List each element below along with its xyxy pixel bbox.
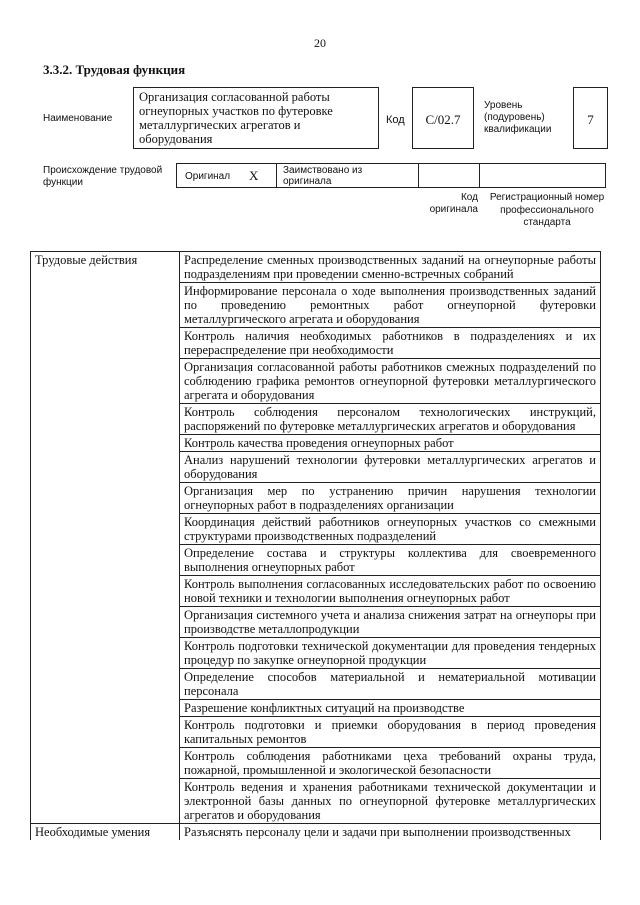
- labor-action-item: Контроль подготовки технической документации для проведения тендерных процедур по закупке огнеупорной продукции: [180, 638, 601, 669]
- level-label: [484, 100, 560, 136]
- borrowed-label: [283, 165, 379, 187]
- labor-action-item: Организация системного учета и анализа снижения затрат на огнеупоры при производстве металлопродукции: [180, 607, 601, 638]
- table-row: [31, 824, 601, 841]
- skills-label: Необходимые умения: [31, 824, 180, 841]
- labor-action-item: Разрешение конфликтных ситуаций на производстве: [180, 700, 601, 717]
- name-label: Наименование: [43, 113, 113, 124]
- skill-item: Разъяснять персоналу цели и задачи при выполнении производственных: [180, 824, 601, 841]
- labor-action-item: Координация действий работников огнеупорных участков со смежными структурами производственных подразделений: [180, 514, 601, 545]
- level-value: 7: [573, 87, 608, 149]
- labor-action-item: Анализ нарушений технологии футеровки металлургических агрегатов и оборудования: [180, 452, 601, 483]
- labor-action-item: Контроль соблюдения работниками цеха требований охраны труда, пожарной, промышленной и экологической безопасности: [180, 748, 601, 779]
- origin-label: [43, 165, 167, 189]
- labor-action-item: Определение состава и структуры коллектива для своевременного выполнения огнеупорных работ: [180, 545, 601, 576]
- labor-action-item: Информирование персонала о ходе выполнения производственных заданий по проведению ремонтных работ огнеупорной футеровки металлургического агрегата и оборудования: [180, 283, 601, 328]
- function-name-box: [133, 87, 379, 149]
- labor-action-item: Определение способов материальной и нематериальной мотивации персонала: [180, 669, 601, 700]
- labor-action-item: Контроль качества проведения огнеупорных работ: [180, 435, 601, 452]
- original-label: Оригинал: [185, 171, 231, 182]
- page-number: 20: [314, 36, 326, 50]
- level-label-text: Уровень (подуровень) квалификации: [484, 100, 552, 135]
- table-row: [31, 252, 601, 283]
- labor-action-item: Организация мер по устранению причин нарушения технологии огнеупорных работ в подразделениях организации: [180, 483, 601, 514]
- origin-cell-code: [419, 164, 480, 187]
- origin-label-text: Происхождение трудовой функции: [43, 165, 163, 188]
- labor-actions-label: Трудовые действия: [31, 252, 180, 824]
- function-name-value: Организация согласованной работы огнеупорных участков по футеровке металлургических агрегатов и оборудования: [139, 90, 333, 146]
- labor-action-item: Контроль соблюдения персоналом технологических инструкций, распоряжений по футеровке металлургических агрегатов и оборудования: [180, 404, 601, 435]
- labor-action-item: Контроль наличия необходимых работников в подразделениях и их перераспределение при необходимости: [180, 328, 601, 359]
- registration-caption: Регистрационный номер профессионального стандарта: [489, 192, 605, 228]
- borrowed-label-text: Заимствовано из оригинала: [283, 165, 363, 187]
- code-label: Код: [386, 114, 405, 126]
- labor-action-item: Распределение сменных производственных заданий на огнеупорные работы подразделениям при проведении сменно-встречных собраний: [180, 252, 601, 283]
- origin-row: [176, 163, 606, 188]
- original-mark: X: [249, 168, 259, 183]
- labor-action-item: Организация согласованной работы работников смежных подразделений по соблюдению графика ремонтов огнеупорной футеровки металлургического агрегата и оборудования: [180, 359, 601, 404]
- labor-action-item: Контроль выполнения согласованных исследовательских работ по освоению новой техники и технологии выполнения огнеупорных работ: [180, 576, 601, 607]
- origin-code-caption: Код оригинала: [429, 192, 478, 215]
- code-value: C/02.7: [412, 87, 474, 149]
- section-title: 3.3.2. Трудовая функция: [43, 62, 186, 77]
- labor-function-table: [30, 251, 601, 840]
- labor-action-item: Контроль подготовки и приемки оборудования в период проведения капитальных ремонтов: [180, 717, 601, 748]
- table-body: [31, 252, 601, 841]
- labor-action-item: Контроль ведения и хранения работниками технической документации и электронной базы данных по огнеупорной футеровке металлургических агрегатов и оборудования: [180, 779, 601, 824]
